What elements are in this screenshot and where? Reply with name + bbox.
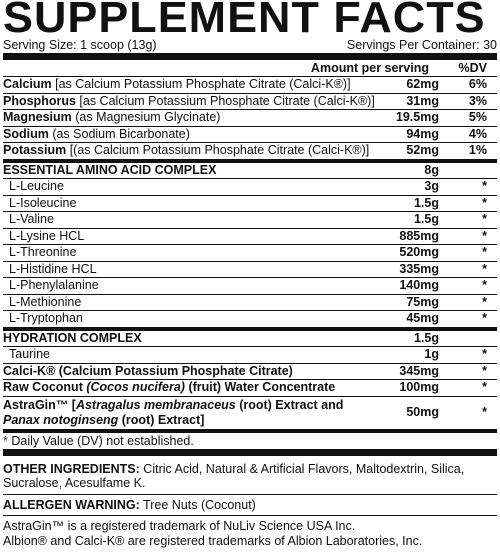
dv-footnote: * Daily Value (DV) not established. xyxy=(3,433,497,456)
amino-name: L-Isoleucine xyxy=(9,195,77,210)
amino-row xyxy=(3,179,497,196)
mineral-dv: 1% xyxy=(468,143,487,157)
mineral-source: [as Calcium Potassium Phosphate Citrate (Calci-K®)] xyxy=(75,93,375,108)
amino-dv: * xyxy=(482,179,487,193)
amino-name: L-Histidine HCL xyxy=(9,261,97,276)
mineral-source: [(as Calcium Potassium Phosphate Citrate (Calci-K®)] xyxy=(66,143,370,157)
amino-row xyxy=(3,196,497,213)
amino-name: L-Tryptophan xyxy=(9,311,83,325)
amino-amount: 45mg xyxy=(406,311,439,325)
amino-amount: 140mg xyxy=(399,278,439,292)
ingredient-amount: 1g xyxy=(424,347,439,361)
allergen-label: ALLERGEN WARNING: xyxy=(3,497,140,512)
amino-name: L-Methionine xyxy=(9,294,82,309)
amino-amount: 1.5g xyxy=(413,212,439,226)
mineral-dv: 4% xyxy=(468,126,487,141)
amino-dv: * xyxy=(482,261,487,276)
mineral-amount: 94mg xyxy=(406,126,439,141)
amino-name: L-Valine xyxy=(9,212,54,226)
amino-name: L-Threonine xyxy=(9,245,77,259)
trademark-albion: Albion® and Calci-K® are registered trademarks of Albion Laboratories, Inc. xyxy=(3,533,423,548)
mineral-dv: 5% xyxy=(468,110,487,124)
amino-row xyxy=(3,278,497,295)
ingredient-dv: * xyxy=(482,380,487,394)
amino-row xyxy=(3,295,497,312)
ingredient-part: (root) Extract] xyxy=(118,412,205,427)
mineral-name: Magnesium xyxy=(3,110,72,124)
hydration-row xyxy=(3,364,497,381)
eaa-section-header xyxy=(3,163,497,180)
amino-amount: 3g xyxy=(424,179,439,193)
mineral-amount: 62mg xyxy=(406,77,439,91)
other-ingredients-label: OTHER INGREDIENTS: xyxy=(3,461,140,476)
ingredient-dv: * xyxy=(482,404,487,419)
servings-per-container: Servings Per Container: 30 xyxy=(346,38,497,52)
mineral-row xyxy=(3,94,497,111)
eaa-amount: 8g xyxy=(424,162,439,177)
amino-amount: 75mg xyxy=(406,294,439,309)
amino-name: L-Leucine xyxy=(9,179,64,193)
mineral-name: Calcium xyxy=(3,77,52,91)
mineral-amount: 52mg xyxy=(406,143,439,157)
mineral-source: (as Magnesium Glycinate) xyxy=(71,110,221,124)
column-header xyxy=(3,60,497,77)
ingredient-amount: 50mg xyxy=(406,404,439,419)
amino-amount: 1.5g xyxy=(413,195,439,210)
trademark-astragin: AstraGin™ is a registered trademark of NuLiv Science USA Inc. xyxy=(3,519,356,533)
mineral-amount: 19.5mg xyxy=(395,110,439,124)
ingredient-amount: 100mg xyxy=(399,380,439,394)
ingredient-latin-name: Panax notoginseng xyxy=(3,412,119,427)
amino-row xyxy=(3,262,497,279)
ingredient-latin-name: (Cocos nucifera) xyxy=(86,380,185,394)
amino-row xyxy=(3,212,497,229)
ingredient-name: Calci-K® (Calcium Potassium Phosphate Citrate) xyxy=(3,363,293,378)
amino-dv: * xyxy=(482,228,487,243)
mineral-row xyxy=(3,143,497,163)
ingredient-name: Raw Coconut xyxy=(3,380,87,394)
mineral-row xyxy=(3,110,497,127)
mineral-name: Sodium xyxy=(3,126,49,141)
mineral-source: (as Sodium Bicarbonate) xyxy=(48,126,190,141)
amino-name: L-Phenylalanine xyxy=(9,278,99,292)
mineral-source: [as Calcium Potassium Phosphate Citrate (Calci-K®)] xyxy=(51,77,351,91)
mineral-name: Phosphorus xyxy=(3,93,76,108)
dv-header: %DV xyxy=(458,61,487,75)
amino-dv: * xyxy=(482,212,487,226)
hydration-row xyxy=(3,397,497,429)
serving-size: Serving Size: 1 scoop (13g) xyxy=(3,38,157,52)
ingredient-name: AstraGin™ [ xyxy=(3,397,76,412)
ingredient-amount: 345mg xyxy=(399,363,439,378)
mineral-dv: 6% xyxy=(468,77,487,91)
amino-row xyxy=(3,245,497,262)
hydration-row xyxy=(3,347,497,364)
hydration-amount: 1.5g xyxy=(413,330,439,345)
amino-row xyxy=(3,311,497,331)
allergen-warning xyxy=(3,495,497,517)
amino-dv: * xyxy=(482,294,487,309)
mineral-row xyxy=(3,77,497,94)
amino-row xyxy=(3,229,497,246)
amino-amount: 335mg xyxy=(399,261,439,276)
ingredient-part: (fruit) Water Concentrate xyxy=(184,380,336,394)
other-ingredients xyxy=(3,456,497,495)
amount-header: Amount per serving xyxy=(310,61,429,75)
hydration-title: HYDRATION COMPLEX xyxy=(3,330,142,345)
allergen-text: Tree Nuts (Coconut) xyxy=(139,497,256,512)
ingredient-latin-name: Astragalus membranaceus xyxy=(75,397,236,412)
ingredient-name: Taurine xyxy=(9,347,50,361)
other-ingredients-text: Citric Acid, Natural & Artificial Flavors, Maltodextrin, Silica, Sucralose, Acesulfame K. xyxy=(3,461,465,490)
amino-dv: * xyxy=(482,195,487,210)
panel-title: SUPPLEMENT FACTS xyxy=(3,0,486,42)
mineral-dv: 3% xyxy=(468,93,487,108)
mineral-name: Potassium xyxy=(3,143,67,157)
mineral-row xyxy=(3,127,497,144)
ingredient-dv: * xyxy=(482,363,487,378)
supplement-facts-panel xyxy=(3,0,497,548)
amino-dv: * xyxy=(482,245,487,259)
amino-dv: * xyxy=(482,278,487,292)
mineral-amount: 31mg xyxy=(406,93,439,108)
hydration-section-header xyxy=(3,331,497,348)
ingredient-part: (root) Extract and xyxy=(235,397,344,412)
hydration-row xyxy=(3,380,497,397)
eaa-title: ESSENTIAL AMINO ACID COMPLEX xyxy=(3,162,217,177)
ingredient-dv: * xyxy=(482,347,487,361)
amino-amount: 520mg xyxy=(399,245,439,259)
amino-amount: 885mg xyxy=(399,228,439,243)
amino-dv: * xyxy=(482,311,487,325)
amino-name: L-Lysine HCL xyxy=(9,228,85,243)
